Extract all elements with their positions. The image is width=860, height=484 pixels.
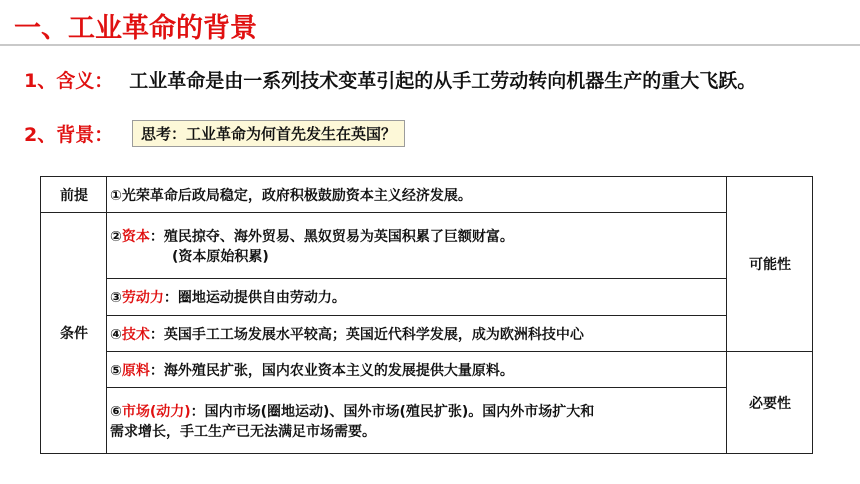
row-highlight: 劳动力 [121, 290, 164, 306]
table-row [41, 388, 813, 454]
row-text: ：英国手工工场发展水平较高；英国近代科学发展，成为欧洲科技中心 [149, 326, 584, 343]
row-cell-6 [107, 388, 727, 454]
label-conditions: 条件 [41, 213, 107, 454]
meaning-row [24, 66, 756, 93]
row-highlight: 资本 [121, 228, 150, 245]
table-row [41, 316, 813, 352]
row-highlight: 原料 [121, 362, 150, 379]
row-text: ：圈地运动提供自由劳动力。 [163, 290, 346, 306]
row-text: ：海外殖民扩张，国内农业资本主义的发展提供大量原料。 [149, 362, 514, 379]
title-divider [0, 44, 860, 46]
label-possibility: 可能性 [727, 177, 813, 352]
row-cell-5 [107, 352, 727, 388]
row-index: ⑤ [110, 362, 122, 379]
row-highlight: 技术 [121, 326, 150, 343]
row-index: ③ [110, 290, 122, 306]
table-row [41, 177, 813, 213]
row-text-line2: (资本原始积累) [172, 248, 269, 265]
background-table [40, 176, 813, 454]
row-index: ⑥ [110, 403, 122, 420]
label-necessity: 必要性 [727, 352, 813, 454]
row-cell-3 [107, 279, 727, 316]
row-text: 光荣革命后政局稳定，政府积极鼓励资本主义经济发展。 [121, 187, 472, 204]
row-cell-4 [107, 316, 727, 352]
table-row [41, 352, 813, 388]
row-text: ：殖民掠夺、海外贸易、黑奴贸易为英国积累了巨额财富。 [149, 228, 514, 245]
meaning-text: 工业革命是由一系列技术变革引起的从手工劳动转向机器生产的重大飞跃。 [129, 70, 757, 92]
table-row [41, 213, 813, 279]
row-text: ：国内市场(圈地运动)、国外市场(殖民扩张)。国内外市场扩大和 [190, 403, 595, 420]
row-index: ① [110, 187, 122, 204]
background-number: 2、背景： [24, 124, 114, 146]
row-index: ② [110, 228, 122, 245]
row-cell-1 [107, 177, 727, 213]
meaning-number: 1、含义： [24, 70, 114, 92]
row-cell-2 [107, 213, 727, 279]
page-title: 一、工业革命的背景 [14, 13, 257, 44]
label-premise: 前提 [41, 177, 107, 213]
row-index: ④ [110, 326, 122, 343]
row-highlight: 市场(动力) [121, 403, 191, 420]
table-row [41, 279, 813, 316]
think-question-box: 思考：工业革命为何首先发生在英国？ [132, 120, 405, 147]
row-text-line2: 需求增长，手工生产已无法满足市场需要。 [110, 423, 376, 440]
